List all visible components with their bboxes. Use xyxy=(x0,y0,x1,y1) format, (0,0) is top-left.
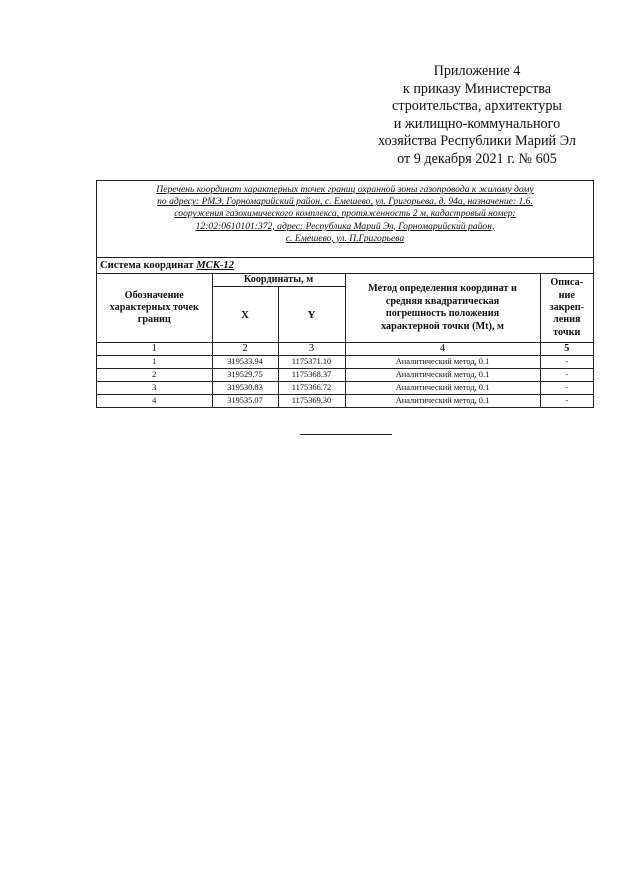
title-line: сооружения газохимического комплекса, протяженность 2 м, кадастровый номер: xyxy=(174,208,516,220)
coordinate-system-name: МСК-12 xyxy=(196,260,235,272)
y-cell: 1175371.10 xyxy=(278,356,345,369)
coordinates-table xyxy=(97,274,593,407)
column-number: 4 xyxy=(345,343,540,356)
coordinate-system xyxy=(97,257,593,274)
description-cell: - xyxy=(540,369,593,382)
header-line: строительства, архитектуры xyxy=(392,98,562,115)
point-cell: 4 xyxy=(97,395,212,408)
column-number: 5 xyxy=(540,343,593,356)
y-cell: 1175366.72 xyxy=(278,382,345,395)
coords-header: Координаты, м xyxy=(212,274,345,287)
point-cell: 3 xyxy=(97,382,212,395)
signature-line xyxy=(300,434,392,435)
table-row xyxy=(97,356,593,369)
y-cell: 1175369.30 xyxy=(278,395,345,408)
x-cell: 319535.07 xyxy=(212,395,278,408)
header-line: к приказу Министерства xyxy=(402,80,552,97)
y-header: Y xyxy=(278,287,345,343)
point-header: Обозначение характерных точек границ xyxy=(97,274,212,343)
coordinate-system-label: Система координат xyxy=(100,260,194,272)
description-cell: - xyxy=(540,356,593,369)
x-cell: 319529.75 xyxy=(212,369,278,382)
column-number: 3 xyxy=(278,343,345,356)
header-line: Приложение 4 xyxy=(433,63,521,79)
x-header: X xyxy=(212,287,278,343)
description-cell: - xyxy=(540,382,593,395)
header-line: хозяйства Республики Марий Эл xyxy=(378,133,576,150)
column-numbers-row xyxy=(97,343,593,356)
method-cell: Аналитический метод, 0.1 xyxy=(345,395,540,408)
x-cell: 319533.94 xyxy=(212,356,278,369)
coordinates-frame xyxy=(96,180,594,408)
table-row xyxy=(97,369,593,382)
point-cell: 2 xyxy=(97,369,212,382)
title-line: по адресу: РМЭ, Горномарийский район, с. Емешево, ул. Григорьева, д. 94а, назначение: 1.6. xyxy=(157,196,533,208)
method-cell: Аналитический метод, 0.1 xyxy=(345,356,540,369)
title-line: с. Емешево, ул. П.Григорьева xyxy=(285,232,405,244)
column-number: 2 xyxy=(212,343,278,356)
method-cell: Аналитический метод, 0.1 xyxy=(345,382,540,395)
point-cell: 1 xyxy=(97,356,212,369)
title-line: 12:02:0610101:372, адрес: Республика Марий Эл, Горномарийский район, xyxy=(195,220,495,232)
column-number: 1 xyxy=(97,343,212,356)
method-cell: Аналитический метод, 0.1 xyxy=(345,369,540,382)
header-line: и жилищно-коммунального xyxy=(393,115,561,132)
table-row xyxy=(97,395,593,408)
appendix-header xyxy=(352,63,602,169)
table-row xyxy=(97,382,593,395)
description-cell: - xyxy=(540,395,593,408)
y-cell: 1175368.37 xyxy=(278,369,345,382)
header-line: от 9 декабря 2021 г. № 605 xyxy=(397,150,557,167)
description-header: Описа- ние закреп- ления точки xyxy=(540,274,593,343)
title-line: Перечень координат характерных точек границ охранной зоны газопровода к жилому дому xyxy=(156,184,534,195)
document-title xyxy=(97,181,593,257)
method-header: Метод определения координат и средняя квадратическая погрешность положения характерной точки (Mt), м xyxy=(345,274,540,343)
x-cell: 319530.83 xyxy=(212,382,278,395)
